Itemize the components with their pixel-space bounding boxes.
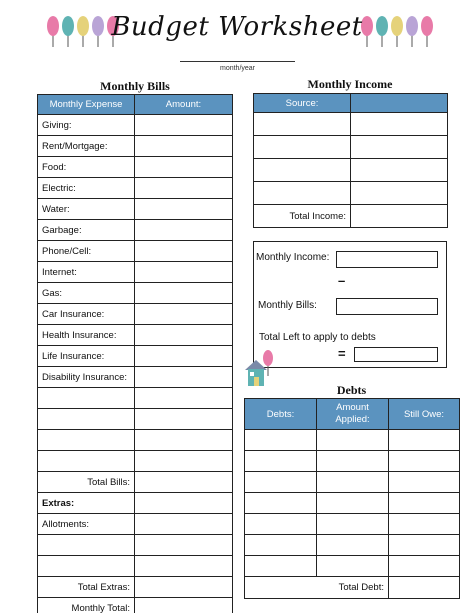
bills-amount-cell[interactable] bbox=[135, 451, 233, 472]
bills-label-cell[interactable] bbox=[38, 535, 135, 556]
bills-amount-cell[interactable] bbox=[135, 241, 233, 262]
bills-label-cell: Life Insurance: bbox=[38, 346, 135, 367]
bills-label-cell: Extras: bbox=[38, 493, 135, 514]
bills-row bbox=[38, 199, 233, 220]
income-amount-cell[interactable] bbox=[351, 113, 448, 136]
bills-row bbox=[38, 241, 233, 262]
bills-amount-cell[interactable] bbox=[135, 430, 233, 451]
income-source-cell[interactable] bbox=[254, 113, 351, 136]
bills-row bbox=[38, 178, 233, 199]
debt-applied-cell[interactable] bbox=[317, 493, 389, 514]
bills-amount-cell[interactable] bbox=[135, 514, 233, 535]
bills-label-cell: Water: bbox=[38, 199, 135, 220]
bills-label-cell: Giving: bbox=[38, 115, 135, 136]
bills-label-cell[interactable] bbox=[38, 430, 135, 451]
income-source-cell[interactable] bbox=[254, 136, 351, 159]
income-amount-cell[interactable] bbox=[351, 182, 448, 205]
bills-label-cell[interactable] bbox=[38, 409, 135, 430]
bills-amount-cell[interactable] bbox=[135, 493, 233, 514]
bills-label-cell: Gas: bbox=[38, 283, 135, 304]
bills-label-cell: Total Extras: bbox=[38, 577, 135, 598]
bills-amount-cell[interactable] bbox=[135, 304, 233, 325]
minus-sign: – bbox=[338, 273, 346, 288]
summary-bills-label: Monthly Bills: bbox=[258, 300, 317, 311]
bills-row bbox=[38, 598, 233, 613]
bills-heading: Monthly Bills bbox=[100, 79, 170, 93]
bills-row bbox=[38, 409, 233, 430]
bills-amount-cell[interactable] bbox=[135, 577, 233, 598]
bills-col-amount: Amount: bbox=[135, 95, 233, 115]
bills-label-cell: Total Bills: bbox=[38, 472, 135, 493]
income-heading: Monthly Income bbox=[307, 77, 393, 91]
income-col-source: Source: bbox=[254, 94, 351, 113]
bills-amount-cell[interactable] bbox=[135, 598, 233, 613]
bills-row bbox=[38, 325, 233, 346]
debts-row bbox=[245, 430, 460, 451]
month-year-line bbox=[180, 61, 295, 62]
income-table bbox=[253, 93, 448, 228]
debts-row bbox=[245, 493, 460, 514]
bills-amount-cell[interactable] bbox=[135, 409, 233, 430]
bills-amount-cell[interactable] bbox=[135, 157, 233, 178]
bills-label-cell[interactable] bbox=[38, 451, 135, 472]
bills-row bbox=[38, 451, 233, 472]
bills-amount-cell[interactable] bbox=[135, 367, 233, 388]
income-source-cell[interactable] bbox=[254, 182, 351, 205]
debt-name-cell[interactable] bbox=[245, 451, 317, 472]
debt-applied-cell[interactable] bbox=[317, 472, 389, 493]
debts-table bbox=[244, 398, 460, 599]
debts-col-applied-line2: Applied: bbox=[335, 414, 370, 425]
bills-row bbox=[38, 514, 233, 535]
bills-row bbox=[38, 556, 233, 577]
bills-label-cell: Car Insurance: bbox=[38, 304, 135, 325]
bills-amount-cell[interactable] bbox=[135, 388, 233, 409]
debts-col-applied-line1: Amount bbox=[336, 402, 369, 413]
equals-sign: = bbox=[338, 346, 346, 361]
bills-row bbox=[38, 157, 233, 178]
bills-amount-cell[interactable] bbox=[135, 136, 233, 157]
debt-name-cell[interactable] bbox=[245, 493, 317, 514]
bills-row bbox=[38, 388, 233, 409]
bills-label-cell[interactable] bbox=[38, 556, 135, 577]
bills-row bbox=[38, 262, 233, 283]
debt-owe-cell[interactable] bbox=[389, 430, 460, 451]
bills-row bbox=[38, 304, 233, 325]
bills-label-cell: Monthly Total: bbox=[38, 598, 135, 613]
summary-income-label: Monthly Income: bbox=[256, 252, 330, 263]
debt-owe-cell[interactable] bbox=[389, 556, 460, 577]
bills-row bbox=[38, 115, 233, 136]
debt-name-cell[interactable] bbox=[245, 430, 317, 451]
bills-table bbox=[37, 94, 233, 613]
bills-label-cell: Food: bbox=[38, 157, 135, 178]
debts-row bbox=[245, 535, 460, 556]
bills-amount-cell[interactable] bbox=[135, 556, 233, 577]
bills-row bbox=[38, 535, 233, 556]
summary-bills-field[interactable] bbox=[336, 298, 438, 315]
bills-amount-cell[interactable] bbox=[135, 178, 233, 199]
bills-label-cell: Disability Insurance: bbox=[38, 367, 135, 388]
bills-row bbox=[38, 283, 233, 304]
debts-col-debts: Debts: bbox=[245, 399, 317, 430]
bills-amount-cell[interactable] bbox=[135, 283, 233, 304]
bills-label-cell: Allotments: bbox=[38, 514, 135, 535]
debt-applied-cell[interactable] bbox=[317, 535, 389, 556]
debts-row bbox=[245, 472, 460, 493]
debt-owe-cell[interactable] bbox=[389, 493, 460, 514]
bills-amount-cell[interactable] bbox=[135, 535, 233, 556]
bills-col-expense: Monthly Expense bbox=[38, 95, 135, 115]
bills-amount-cell[interactable] bbox=[135, 472, 233, 493]
total-debt-cell[interactable] bbox=[389, 577, 460, 599]
debts-col-owe: Still Owe: bbox=[389, 399, 460, 430]
total-income-cell[interactable] bbox=[351, 205, 448, 228]
bills-label-cell[interactable] bbox=[38, 388, 135, 409]
page-title: Budget Worksheet bbox=[111, 12, 363, 42]
summary-income-field[interactable] bbox=[336, 251, 438, 268]
debt-applied-cell[interactable] bbox=[317, 514, 389, 535]
bills-amount-cell[interactable] bbox=[135, 115, 233, 136]
bills-row bbox=[38, 430, 233, 451]
income-amount-cell[interactable] bbox=[351, 136, 448, 159]
debts-col-applied bbox=[317, 399, 389, 430]
debts-row bbox=[245, 514, 460, 535]
bills-row bbox=[38, 577, 233, 598]
income-col-amount bbox=[351, 94, 448, 113]
debt-owe-cell[interactable] bbox=[389, 514, 460, 535]
bills-label-cell: Garbage: bbox=[38, 220, 135, 241]
debts-row bbox=[245, 556, 460, 577]
debt-applied-cell[interactable] bbox=[317, 556, 389, 577]
bills-label-cell: Electric: bbox=[38, 178, 135, 199]
bills-row bbox=[38, 367, 233, 388]
income-source-cell[interactable] bbox=[254, 159, 351, 182]
bills-row bbox=[38, 493, 233, 514]
summary-left-label: Total Left to apply to debts bbox=[259, 332, 376, 343]
debts-row bbox=[245, 451, 460, 472]
bills-amount-cell[interactable] bbox=[135, 325, 233, 346]
summary-left-field[interactable] bbox=[354, 347, 438, 362]
bills-amount-cell[interactable] bbox=[135, 262, 233, 283]
bills-label-cell: Phone/Cell: bbox=[38, 241, 135, 262]
debts-total-row bbox=[245, 577, 460, 599]
total-debt-label: Total Debt: bbox=[245, 577, 389, 599]
debt-applied-cell[interactable] bbox=[317, 430, 389, 451]
bills-label-cell: Health Insurance: bbox=[38, 325, 135, 346]
month-year-label: month/year bbox=[219, 65, 256, 72]
debt-owe-cell[interactable] bbox=[389, 472, 460, 493]
debt-name-cell[interactable] bbox=[245, 514, 317, 535]
bills-amount-cell[interactable] bbox=[135, 199, 233, 220]
debts-heading: Debts bbox=[336, 383, 367, 397]
debt-name-cell[interactable] bbox=[245, 556, 317, 577]
debt-owe-cell[interactable] bbox=[389, 535, 460, 556]
bills-row bbox=[38, 472, 233, 493]
bills-row bbox=[38, 346, 233, 367]
bills-amount-cell[interactable] bbox=[135, 346, 233, 367]
debt-owe-cell[interactable] bbox=[389, 451, 460, 472]
income-amount-cell[interactable] bbox=[351, 159, 448, 182]
bills-amount-cell[interactable] bbox=[135, 220, 233, 241]
total-income-label: Total Income: bbox=[254, 205, 351, 228]
bills-label-cell: Rent/Mortgage: bbox=[38, 136, 135, 157]
debt-name-cell[interactable] bbox=[245, 472, 317, 493]
debt-name-cell[interactable] bbox=[245, 535, 317, 556]
bills-row bbox=[38, 136, 233, 157]
bills-row bbox=[38, 220, 233, 241]
bills-label-cell: Internet: bbox=[38, 262, 135, 283]
debt-applied-cell[interactable] bbox=[317, 451, 389, 472]
